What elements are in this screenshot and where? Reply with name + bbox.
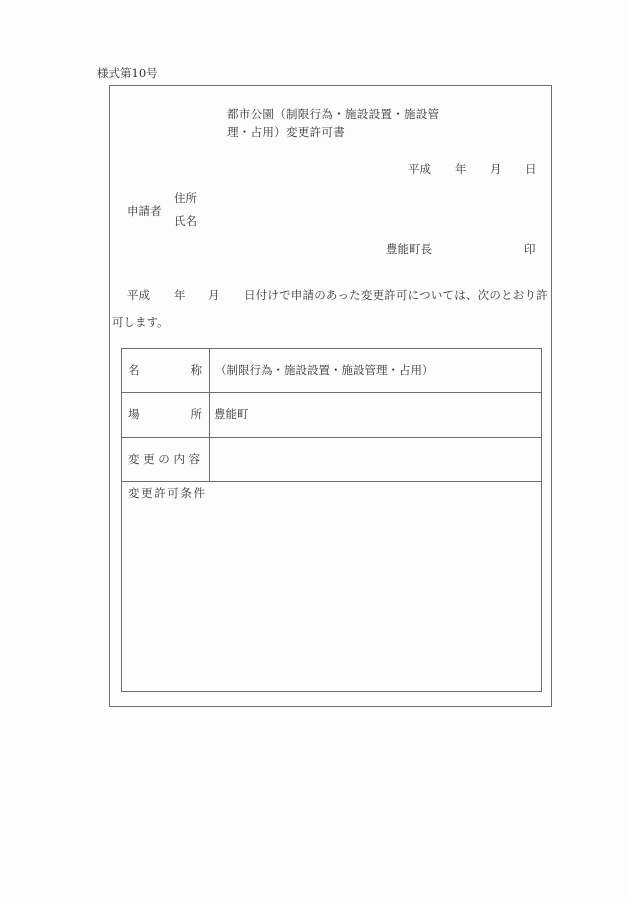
date-day-label: 日 xyxy=(525,162,537,176)
row-label-change-content: 変 更 の 内 容 xyxy=(128,452,201,466)
date-month-label: 月 xyxy=(490,162,502,176)
date-era: 平成 xyxy=(408,162,431,176)
row-label-name: 名 称 xyxy=(128,363,202,377)
permit-details-table xyxy=(121,348,542,692)
form-number: 様式第10号 xyxy=(97,66,158,80)
applicant-label: 申請者 xyxy=(127,204,162,218)
seal-mark: 印 xyxy=(524,242,536,256)
body-year-label: 年 xyxy=(174,288,186,302)
name-label: 氏名 xyxy=(174,214,197,228)
row-label-location: 場 所 xyxy=(128,407,202,421)
date-year-label: 年 xyxy=(455,162,467,176)
body-line2: 可します。 xyxy=(112,315,169,329)
column-divider xyxy=(209,349,210,481)
row-divider xyxy=(122,481,541,482)
row-divider xyxy=(122,392,541,393)
issuer-title: 豊能町長 xyxy=(386,242,432,256)
document-title-line1: 都市公園（制限行為・施設設置・施設管 xyxy=(227,107,440,121)
body-era: 平成 xyxy=(127,288,150,302)
conditions-label: 変更許可条件 xyxy=(128,486,207,500)
address-label: 住所 xyxy=(174,191,197,205)
row-value-name: （制限行為・施設設置・施設管理・占用） xyxy=(215,363,434,377)
body-line1: 日付けで申請のあった変更許可については、次のとおり許 xyxy=(244,288,548,302)
row-value-location: 豊能町 xyxy=(214,407,249,421)
document-title-line2: 理・占用）変更許可書 xyxy=(227,125,345,139)
row-divider xyxy=(122,437,541,438)
body-month-label: 月 xyxy=(208,288,220,302)
